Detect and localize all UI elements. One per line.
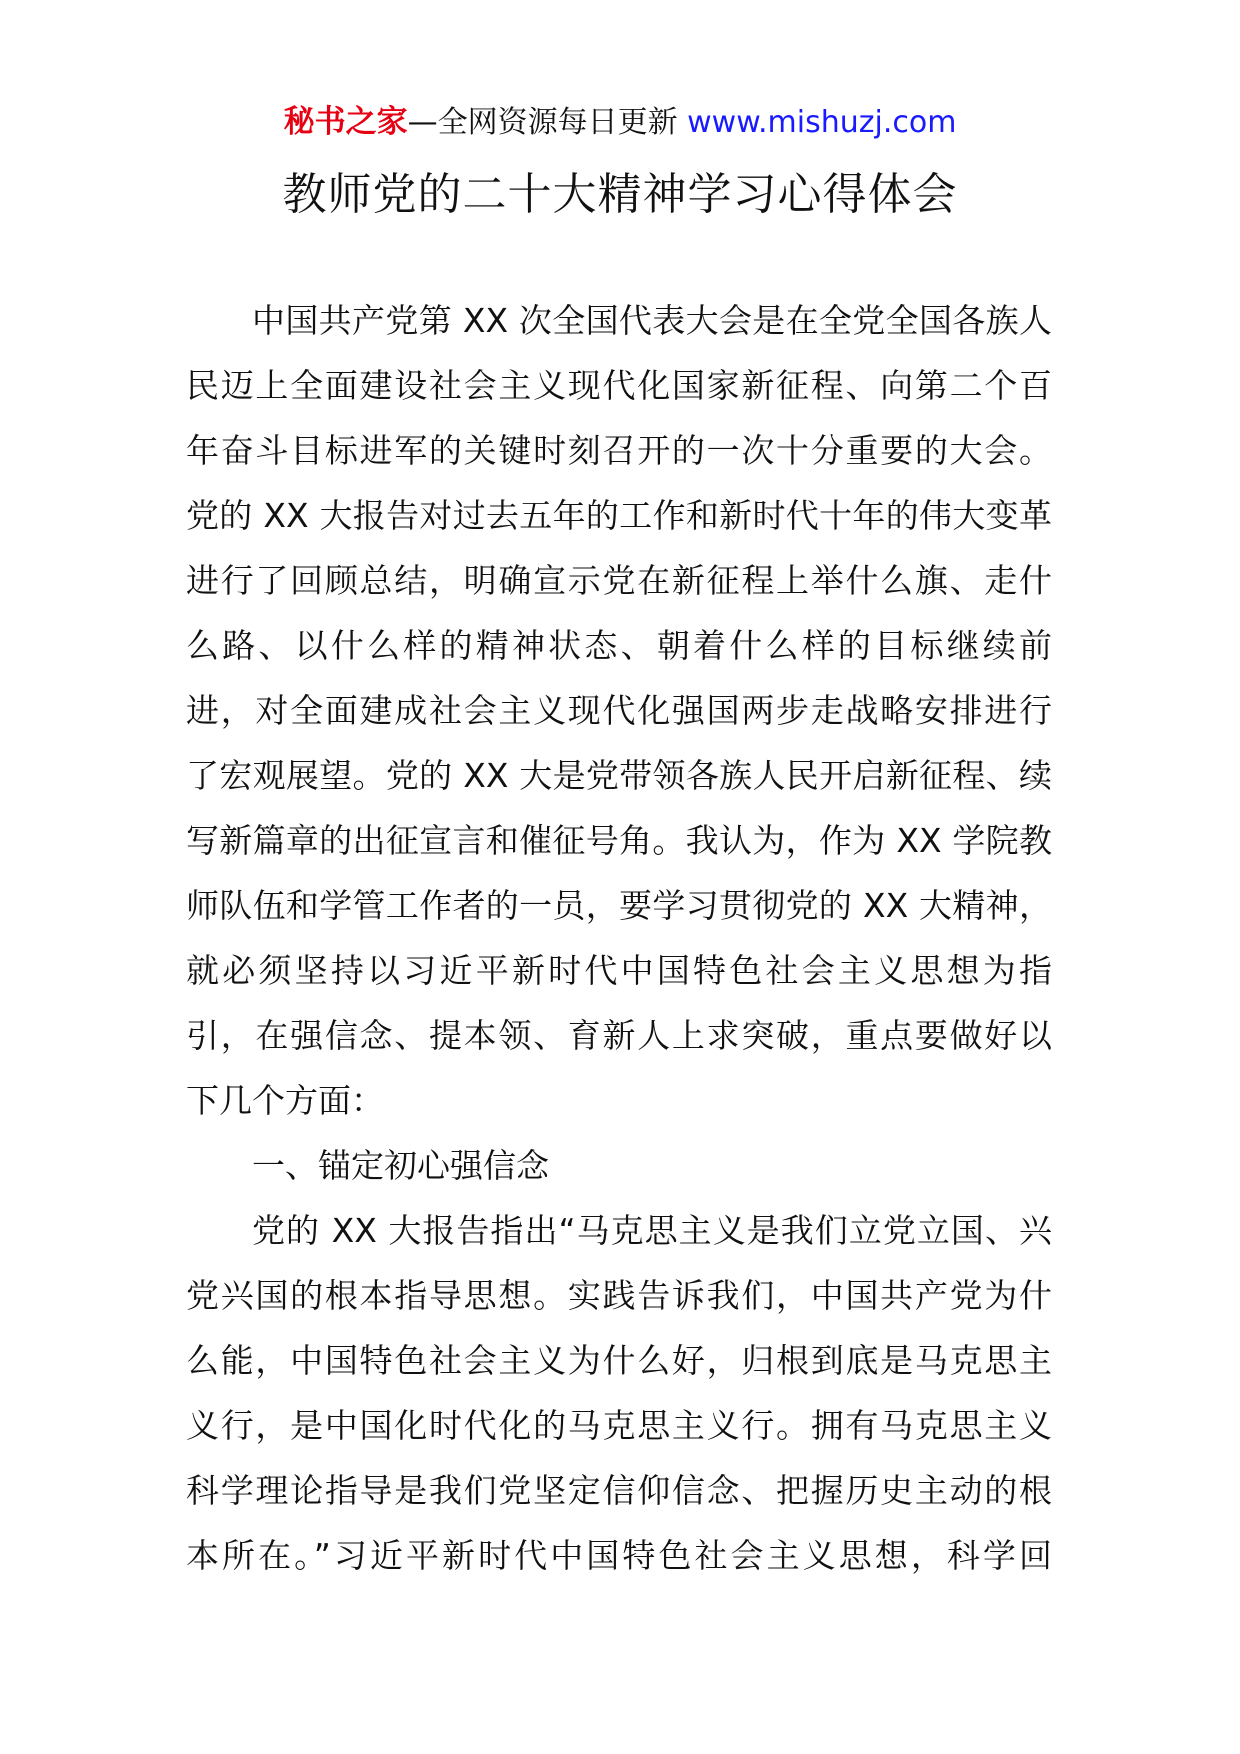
- body-line: 科学理论指导是我们党坚定信仰信念、把握历史主动的根: [186, 1471, 1052, 1510]
- body-line: 写新篇章的出征宣言和催征号角。我认为，作为 XX 学院教: [186, 821, 1052, 860]
- body-line: 义行，是中国化时代化的马克思主义行。拥有马克思主义: [186, 1406, 1052, 1445]
- body-line: 了宏观展望。党的 XX 大是党带领各族人民开启新征程、续: [186, 756, 1052, 795]
- header-tagline: —全网资源每日更新: [407, 105, 678, 140]
- body-line: 进，对全面建成社会主义现代化强国两步走战略安排进行: [186, 691, 1052, 730]
- section-heading: 一、锚定初心强信念: [252, 1146, 549, 1185]
- body-line: 进行了回顾总结，明确宣示党在新征程上举什么旗、走什: [186, 561, 1052, 600]
- body-line: 就必须坚持以习近平新时代中国特色社会主义思想为指: [186, 951, 1052, 990]
- body-line: 师队伍和学管工作者的一员，要学习贯彻党的 XX 大精神，: [186, 886, 1052, 925]
- document-title: 教师党的二十大精神学习心得体会: [282, 169, 958, 220]
- body-line: 下几个方面：: [186, 1081, 384, 1120]
- body-line: 引，在强信念、提本领、育新人上求突破，重点要做好以: [186, 1016, 1052, 1055]
- body-line: 党的 XX 大报告指出“马克思主义是我们立党立国、兴: [252, 1211, 1052, 1250]
- body-line: 年奋斗目标进军的关键时刻召开的一次十分重要的大会。: [186, 431, 1052, 470]
- document-body: [186, 288, 1052, 1588]
- body-line: 么能，中国特色社会主义为什么好，归根到底是马克思主: [186, 1341, 1052, 1380]
- body-line: 本所在。”习近平新时代中国特色社会主义思想，科学回: [186, 1536, 1052, 1575]
- body-line: 么路、以什么样的精神状态、朝着什么样的目标继续前: [186, 626, 1052, 665]
- brand-name: 秘书之家: [283, 104, 408, 140]
- body-line: 中国共产党第 XX 次全国代表大会是在全党全国各族人: [252, 301, 1052, 340]
- body-line: 党的 XX 大报告对过去五年的工作和新时代十年的伟大变革: [186, 496, 1052, 535]
- site-header: [0, 100, 1240, 145]
- body-line: 民迈上全面建设社会主义现代化国家新征程、向第二个百: [186, 366, 1052, 405]
- body-line: 党兴国的根本指导思想。实践告诉我们，中国共产党为什: [186, 1276, 1052, 1315]
- header-url-link[interactable]: www.mishuzj.com: [687, 105, 957, 140]
